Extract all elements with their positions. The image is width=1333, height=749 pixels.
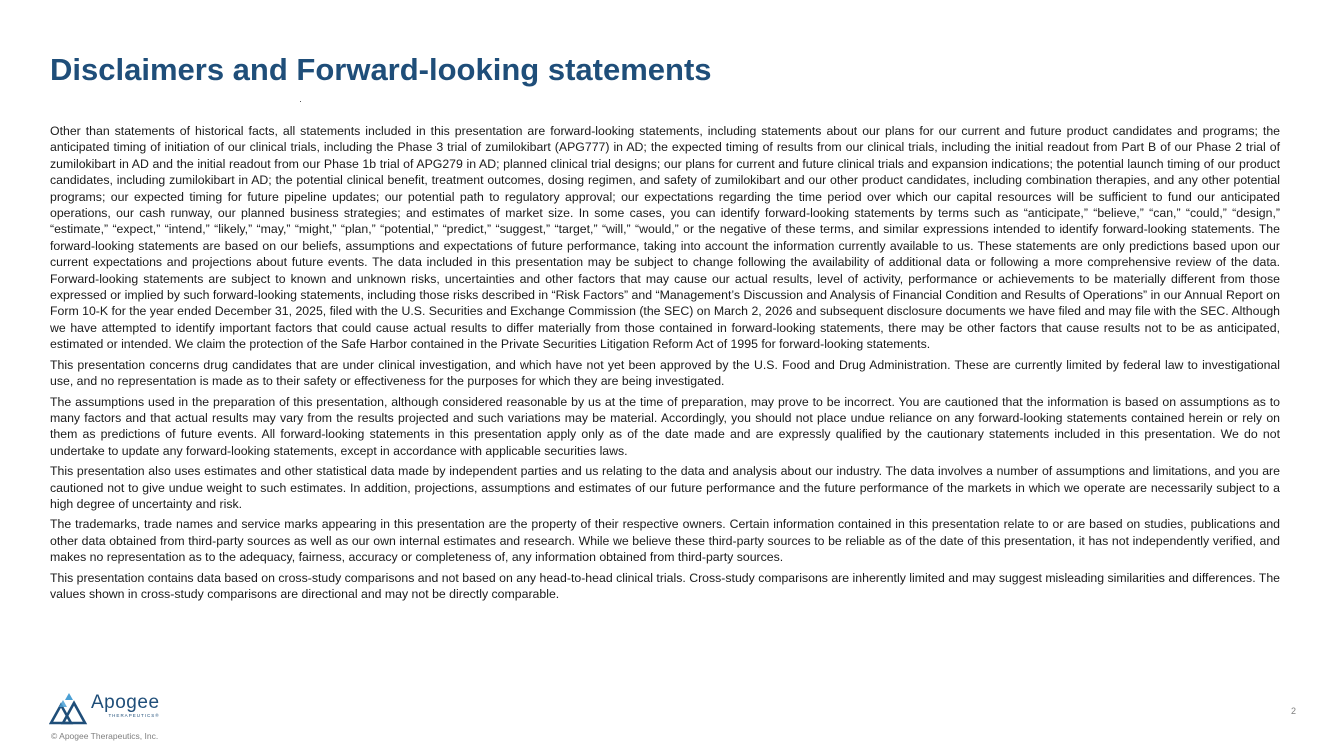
- paragraph-trademarks: The trademarks, trade names and service marks appearing in this presentation are the property of their respective owners. Certain information contained in this presentation relate to or are based on studies, publications and other data obtained from third-party sources as well as our own internal estimates and research. While we believe these third-party sources to be reliable as of the date of this presentation, it has not independently verified, and makes no representation as to the adequacy, fairness, accuracy or completeness of, any information obtained from third-party sources.: [50, 517, 1280, 565]
- apogee-triangles-icon: [49, 691, 89, 725]
- paragraph-clinical-investigation: This presentation concerns drug candidates that are under clinical investigation, and which have not yet been approved by the U.S. Food and Drug Administration. These are currently limited by federal law to investigational use, and no representation is made as to their safety or effectiveness for the purposes for which they are being investigated.: [50, 357, 1280, 389]
- logo-name: Apogee: [91, 692, 160, 713]
- paragraph-forward-looking: Other than statements of historical facts, all statements included in this presentation are forward-looking statements, including statements about our plans for our current and future product candidates and programs; the anticipated timing of initiation of our clinical trials, including the Phase 3 trial of zumilokibart (APG777) in AD; the expected timing of results from our clinical trials, including the initial readout from Part B of our Phase 2 trial of zumilokibart in AD and the initial readout from our Phase 1b trial of APG279 in AD; planned clinical trial designs; our plans for current and future clinical trials and expansion indications; the potential launch timing of our product candidates, including zumilokibart in AD; the potential clinical benefit, treatment outcomes, dosing regimen, and safety of zumilokibart and our other product candidates, including combination therapies, and any other potential programs; our expected timing for future pipeline updates; our potential path to regulatory approval; our expectations regarding the time period over which our capital resources will be sufficient to fund our anticipated operations, our cash runway, our planned business strategies; and estimates of market size. In some cases, you can identify forward-looking statements by terms such as “anticipate,” “believe,” “can,” “could,” “design,” “estimate,” “expect,” “intend,” “likely,” “may,” “might,” “plan,” “potential,” “predict,” “suggest,” “target,” “will,” “would,” or the negative of these terms, and similar expressions intended to identify forward-looking statements. The forward-looking statements are based on our beliefs, assumptions and expectations of future performance, taking into account the information currently available to us. These statements are only predictions based upon our current expectations and projections about future events. The data included in this presentation may be subject to change following the availability of additional data or following a more comprehensive review of the data. Forward-looking statements are subject to known and unknown risks, uncertainties and other factors that may cause our actual results, level of activity, performance or achievements to be materially different from those expressed or implied by such forward-looking statements, including those risks described in “Risk Factors” and “Management’s Discussion and Analysis of Financial Condition and Results of Operations” in our Annual Report on Form 10-K for the year ended December 31, 2025, filed with the U.S. Securities and Exchange Commission (the SEC) on March 2, 2026 and subsequent disclosure documents we have filed and may file with the SEC. Although we have attempted to identify important factors that could cause actual results to differ materially from those contained in forward-looking statements, there may be other factors that cause results not to be as anticipated, estimated or intended. We claim the protection of the Safe Harbor contained in the Private Securities Litigation Reform Act of 1995 for forward-looking statements.: [50, 124, 1280, 352]
- disclaimer-body: [50, 123, 1280, 606]
- copyright-notice: © Apogee Therapeutics, Inc.: [51, 731, 159, 741]
- decorative-dot: [300, 101, 301, 102]
- page-number: 2: [1290, 706, 1296, 716]
- paragraph-cross-study: This presentation contains data based on cross-study comparisons and not based on any head-to-head clinical trials. Cross-study comparisons are inherently limited and may suggest misleading similarities and differences. The values shown in cross-study comparisons are directional and may not be directly comparable.: [50, 570, 1280, 601]
- page-title: Disclaimers and Forward-looking statements: [50, 52, 712, 87]
- company-logo: [49, 690, 160, 726]
- paragraph-estimates: This presentation also uses estimates and other statistical data made by independent parties and us relating to the data and analysis about our industry. The data involves a number of assumptions and limitations, and you are cautioned not to give undue weight to such estimates. In addition, projections, assumptions and estimates of our future performance and the future performance of the markets in which we operate are necessarily subject to a high degree of uncertainty and risk.: [50, 464, 1280, 511]
- paragraph-assumptions: The assumptions used in the preparation of this presentation, although considered reasonable by us at the time of preparation, may prove to be incorrect. You are cautioned that the information is based on assumptions as to many factors and that actual results may vary from the results projected and such variations may be material. Accordingly, you should not place undue reliance on any forward-looking statements contained herein or rely on them as predictions of future events. All forward-looking statements in this presentation apply only as of the date made and are expressly qualified by the cautionary statements included in this presentation. We do not undertake to update any forward-looking statements, except in accordance with applicable securities laws.: [50, 394, 1280, 458]
- logo-tagline: THERAPEUTICS®: [108, 713, 160, 718]
